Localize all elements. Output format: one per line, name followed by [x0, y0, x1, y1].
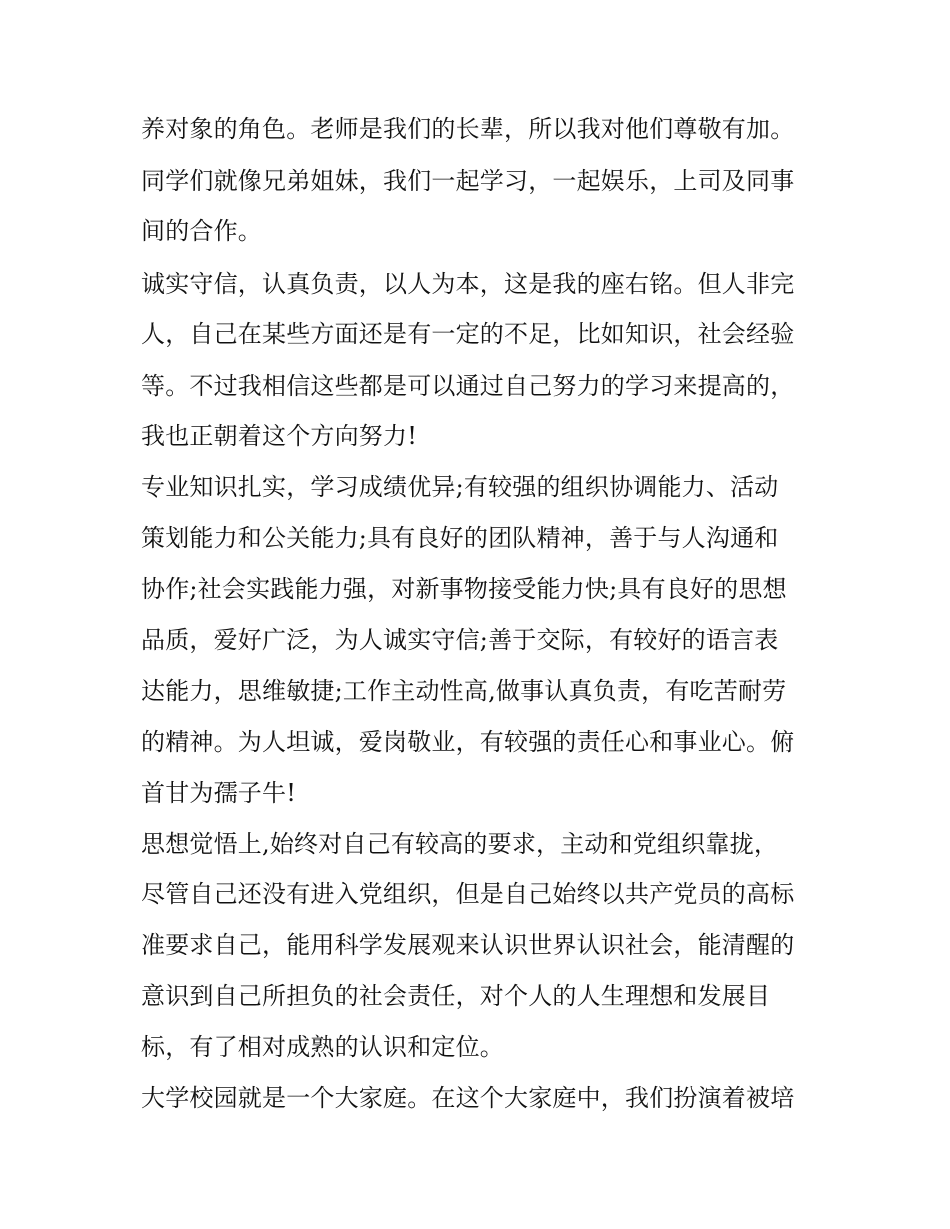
text-line: 人，自己在某些方面还是有一定的不足，比如知识，社会经验	[141, 320, 795, 348]
text-line: 专业知识扎实，学习成绩优异;有较强的组织协调能力、活动	[141, 473, 779, 501]
text-line: 同学们就像兄弟姐妹，我们一起学习，一起娱乐，上司及同事	[141, 167, 795, 195]
text-line: 策划能力和公关能力;具有良好的团队精神，善于与人沟通和	[141, 524, 779, 552]
text-line: 间的合作。	[141, 217, 262, 245]
text-line: 标，有了相对成熟的认识和定位。	[141, 1033, 504, 1061]
text-line: 意识到自己所担负的社会责任，对个人的人生理想和发展目	[141, 982, 771, 1010]
text-line: 等。不过我相信这些都是可以通过自己努力的学习来提高的，	[141, 372, 795, 400]
text-line: 品质，爱好广泛，为人诚实守信;善于交际，有较好的语言表	[141, 626, 779, 654]
text-line: 准要求自己，能用科学发展观来认识世界认识社会，能清醒的	[141, 931, 795, 959]
text-line: 思想觉悟上,始终对自己有较高的要求，主动和党组织靠拢，	[141, 830, 779, 858]
text-line: 的精神。为人坦诚，爱岗敬业，有较强的责任心和事业心。俯	[141, 728, 795, 756]
text-line: 协作;社会实践能力强，对新事物接受能力快;具有良好的思想	[141, 575, 787, 603]
text-line: 尽管自己还没有进入党组织，但是自己始终以共产党员的高标	[141, 880, 795, 908]
text-line: 我也正朝着这个方向努力!	[141, 422, 418, 450]
text-line: 养对象的角色。老师是我们的长辈，所以我对他们尊敬有加。	[141, 115, 795, 143]
text-line: 诚实守信，认真负责，以人为本，这是我的座右铭。但人非完	[141, 270, 795, 298]
text-line: 首甘为孺子牛!	[141, 779, 297, 807]
text-line: 达能力，思维敏捷;工作主动性高,做事认真负责，有吃苦耐劳	[141, 677, 787, 705]
text-line: 大学校园就是一个大家庭。在这个大家庭中，我们扮演着被培	[141, 1084, 795, 1112]
